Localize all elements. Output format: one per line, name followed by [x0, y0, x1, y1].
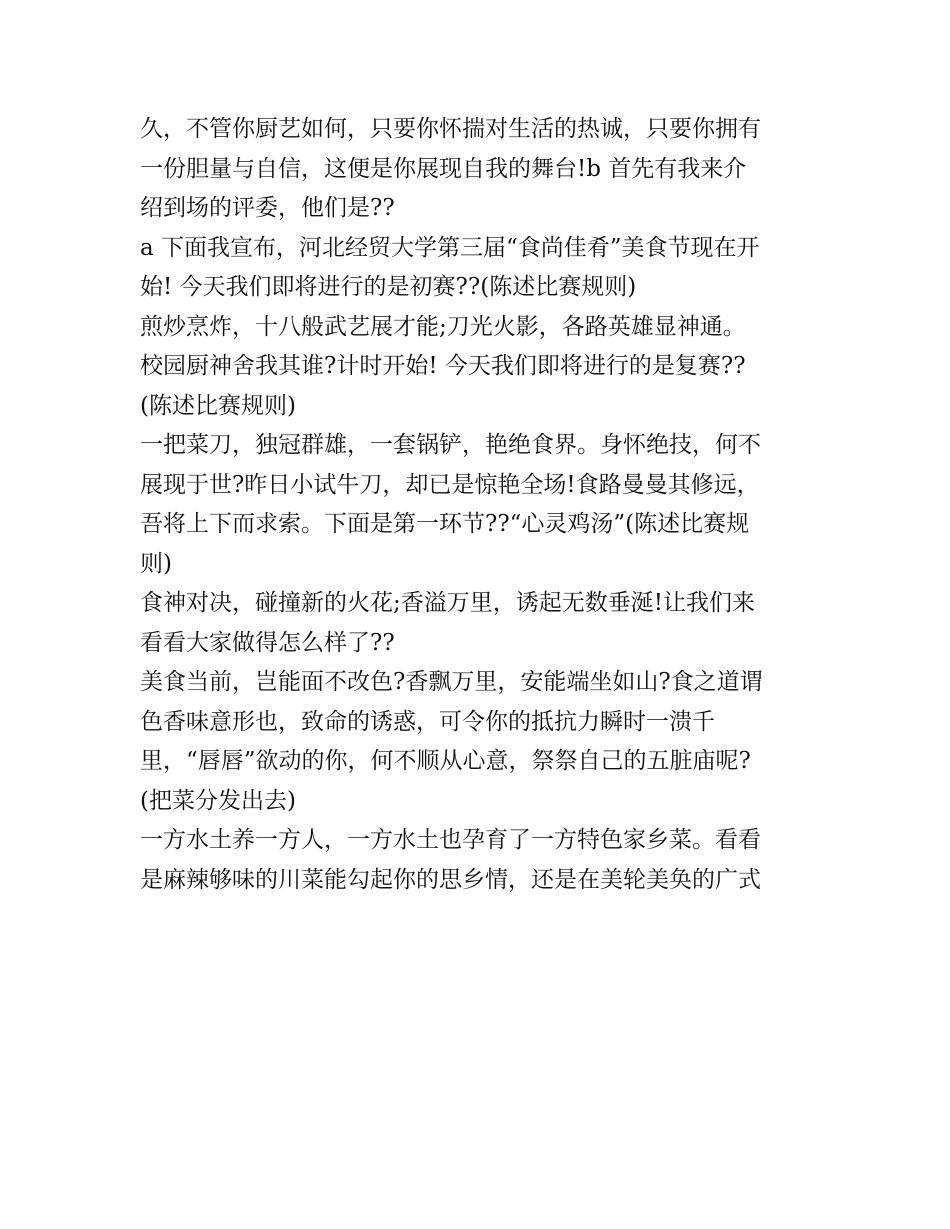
text-line: 展现于世?昨日小试牛刀，却已是惊艳全场!食路曼曼其修远，: [140, 471, 760, 498]
text-line: 始! 今天我们即将进行的是初赛??(陈述比赛规则): [140, 274, 637, 300]
text-line: 食神对决，碰撞新的火花;香溢万里，诱起无数垂涎!让我们来: [140, 590, 755, 616]
text-line: 校园厨神舍我其谁?计时开始! 今天我们即将进行的是复赛??: [140, 353, 746, 379]
text-line: 美食当前，岂能面不改色?香飘万里，安能端坐如山?食之道谓: [140, 669, 763, 695]
text-line: 里，“唇唇”欲动的你，何不顺从心意，祭祭自己的五脏庙呢?: [140, 748, 751, 774]
text-line: 煎炒烹炸，十八般武艺展才能;刀光火影，各路英雄显神通。: [140, 313, 746, 340]
text-line: 吾将上下而求索。下面是第一环节??“心灵鸡汤”(陈述比赛规: [140, 511, 750, 537]
text-line: 一方水土养一方人，一方水土也孕育了一方特色家乡菜。看看: [140, 827, 761, 853]
text-line: (陈述比赛规则): [140, 392, 296, 419]
text-line: 色香味意形也，致命的诱惑，可令你的抵抗力瞬时一溃千: [140, 708, 715, 735]
text-line: 看看大家做得怎么样了??: [140, 629, 395, 656]
text-line: (把菜分发出去): [140, 787, 296, 814]
text-line: 一把菜刀，独冠群雄，一套锅铲，艳绝食界。身怀绝技，何不: [140, 432, 761, 458]
text-line: 是麻辣够味的川菜能勾起你的思乡情，还是在美轮美奂的广式: [140, 866, 761, 893]
text-line: 则): [140, 550, 172, 577]
text-line: 久，不管你厨艺如何，只要你怀揣对生活的热诚，只要你拥有: [140, 116, 761, 142]
body-text: [140, 110, 820, 900]
text-line: 一份胆量与自信，这便是你展现自我的舞台!b 首先有我来介: [140, 155, 747, 182]
text-line: a 下面我宣布，河北经贸大学第三届“食尚佳肴”美食节现在开: [140, 234, 760, 261]
text-line: 绍到场的评委，他们是??: [140, 195, 395, 221]
